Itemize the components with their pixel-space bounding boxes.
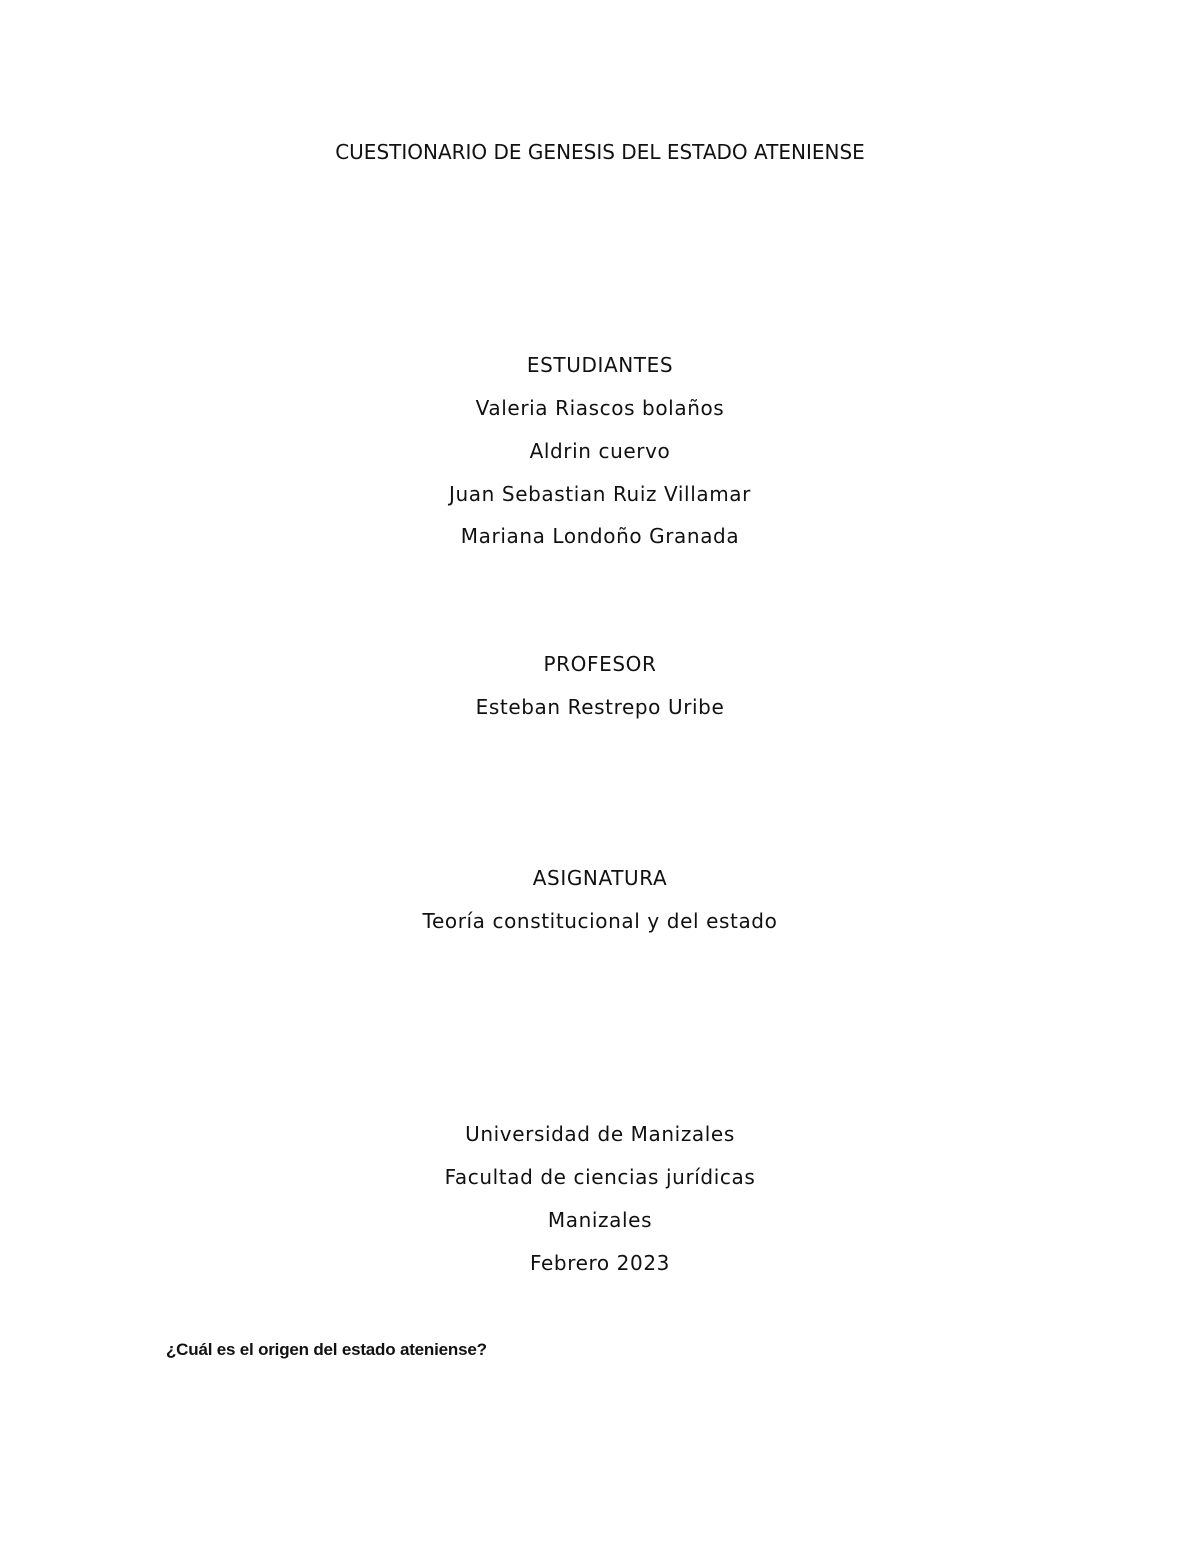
students-heading: ESTUDIANTES [526,353,674,377]
professor-heading: PROFESOR [543,652,657,676]
document-title: CUESTIONARIO DE GENESIS DEL ESTADO ATENIENSE [335,140,865,164]
university-name: Universidad de Manizales [465,1122,735,1146]
faculty-name: Facultad de ciencias jurídicas [444,1165,756,1189]
subject-name: Teoría constitucional y del estado [422,909,778,933]
student-name: Valeria Riascos bolaños [475,396,725,420]
student-name: Aldrin cuervo [529,439,671,463]
question-heading: ¿Cuál es el origen del estado ateniense? [166,1340,487,1359]
subject-heading: ASIGNATURA [532,866,668,890]
student-name: Mariana Londoño Granada [460,524,740,548]
professor-name: Esteban Restrepo Uribe [475,695,725,719]
document-date: Febrero 2023 [530,1251,670,1275]
student-name: Juan Sebastian Ruiz Villamar [449,482,751,506]
city-name: Manizales [547,1208,653,1232]
